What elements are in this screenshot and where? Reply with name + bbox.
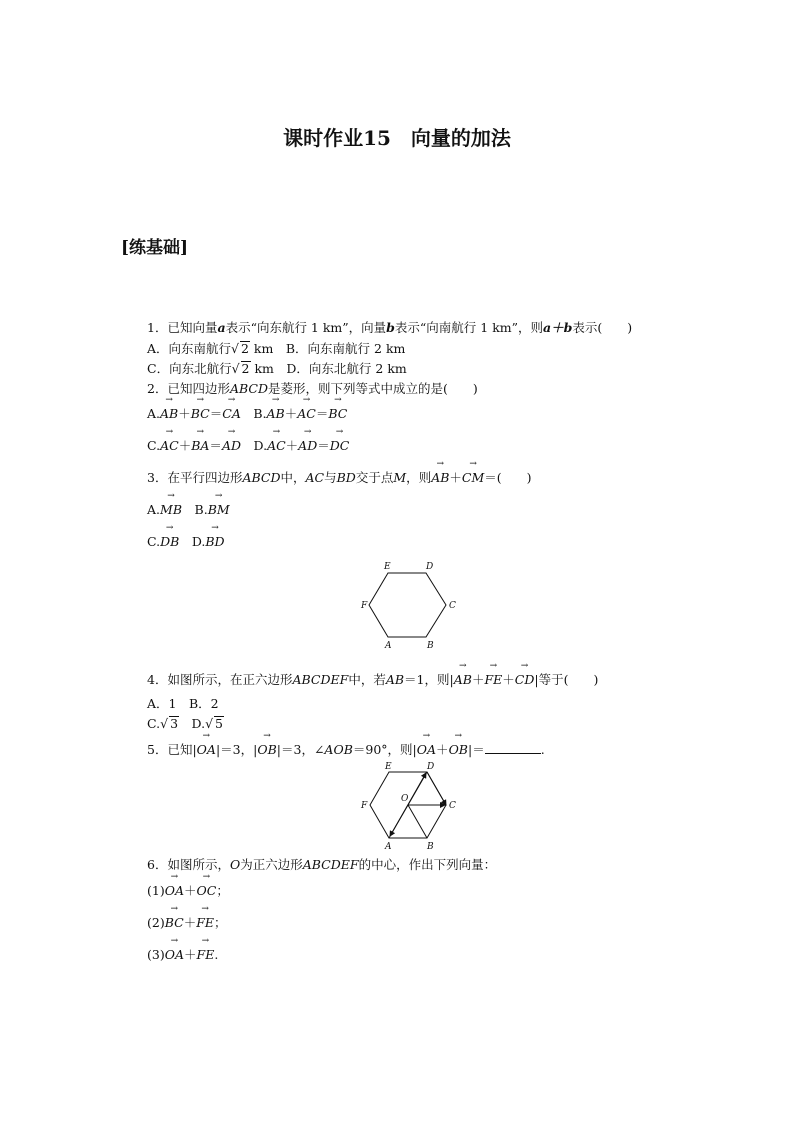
q1-text: 表示“向南航行 1 km”，则 bbox=[394, 320, 544, 335]
punctuation: . bbox=[214, 947, 219, 962]
q3-segment: AC bbox=[305, 470, 325, 485]
vector: → FE bbox=[197, 947, 215, 962]
q1-sum: a＋b bbox=[543, 320, 573, 335]
answer-blank bbox=[485, 753, 541, 754]
vector: → AD bbox=[298, 438, 317, 453]
vector: → AB bbox=[431, 470, 449, 485]
vertex-label-f: F bbox=[361, 601, 368, 611]
option-label: B. bbox=[240, 406, 267, 421]
hexagon-figure bbox=[360, 558, 460, 652]
vector: → FE bbox=[484, 672, 502, 687]
vertex-label-f: F bbox=[361, 801, 368, 811]
q2-text: 是菱形，则下列等式中成立的是( ) bbox=[268, 381, 478, 396]
operator: ＋ bbox=[449, 470, 462, 485]
q3-segment: BD bbox=[336, 470, 356, 485]
q5-text: |＝ bbox=[468, 742, 485, 757]
question-1-options-cd bbox=[147, 359, 407, 377]
q4-text: 4．如图所示，在正六边形 bbox=[147, 672, 293, 687]
vector: → AB bbox=[160, 406, 178, 421]
vector: → BC bbox=[165, 915, 184, 930]
operator: ＋ bbox=[502, 672, 515, 687]
vector: → AC bbox=[160, 438, 179, 453]
q1-option-c-radicand: 2 bbox=[241, 361, 250, 376]
q3-text: 交于点 bbox=[355, 470, 394, 485]
operator: ＋ bbox=[184, 947, 197, 962]
vector: → OB bbox=[257, 742, 276, 757]
q1-text: 表示( ) bbox=[572, 320, 633, 335]
q4-text: |等于( ) bbox=[534, 672, 599, 687]
item-number: (3) bbox=[147, 947, 165, 962]
vertex-label-c: C bbox=[449, 601, 456, 611]
question-5-stem bbox=[147, 740, 545, 758]
q3-shape: ABCD bbox=[242, 470, 281, 485]
question-4-options-cd bbox=[147, 714, 224, 732]
q5-text: |＝3，∠ bbox=[276, 742, 325, 757]
question-1-stem bbox=[147, 318, 632, 336]
vector: → OA bbox=[165, 883, 184, 898]
question-6-stem bbox=[147, 855, 496, 873]
vector: → AC bbox=[297, 406, 316, 421]
q1-var-b: b bbox=[386, 320, 395, 335]
q3-point: M bbox=[393, 470, 407, 485]
vertex-label-a: A bbox=[385, 842, 392, 852]
vector: → OA bbox=[165, 947, 184, 962]
q5-text: ＝90°，则| bbox=[352, 742, 417, 757]
q4-text: 中，若 bbox=[348, 672, 386, 687]
question-3-stem bbox=[147, 468, 532, 486]
vector: → OB bbox=[449, 742, 468, 757]
option-label: C. bbox=[147, 716, 161, 731]
operator: ＝ bbox=[209, 406, 223, 421]
vertex-label-b: B bbox=[427, 641, 434, 651]
option-label: D. bbox=[241, 438, 268, 453]
operator: ＝ bbox=[317, 438, 330, 453]
vertex-label-b: B bbox=[427, 842, 434, 852]
operator: ＋ bbox=[436, 742, 449, 757]
section-heading: [练基础] bbox=[121, 238, 189, 258]
q5-text: |＝3，| bbox=[215, 742, 258, 757]
hexagon-center-figure bbox=[360, 760, 460, 852]
vector: → CA bbox=[222, 406, 241, 421]
option-label: A. bbox=[147, 502, 161, 517]
operator: ＝ bbox=[209, 438, 222, 453]
option-label: D. bbox=[179, 534, 206, 549]
item-number: (1) bbox=[147, 883, 165, 898]
q3-text: 中， bbox=[280, 470, 306, 485]
center-label-o: O bbox=[401, 794, 409, 804]
operator: ＋ bbox=[285, 438, 299, 453]
vector: → MB bbox=[160, 502, 182, 517]
vector: → BD bbox=[205, 534, 224, 549]
hexagon-outline bbox=[369, 573, 446, 637]
segment-ob bbox=[408, 805, 427, 838]
sqrt-symbol: √ bbox=[205, 716, 214, 731]
vertex-label-c: C bbox=[449, 801, 456, 811]
q1-option-b: km B．向东南航行 2 km bbox=[249, 341, 406, 356]
punctuation: ； bbox=[214, 915, 227, 930]
q2-shape: ABCD bbox=[229, 381, 268, 396]
punctuation: ； bbox=[216, 883, 229, 898]
vector: → BM bbox=[208, 502, 230, 517]
vector: → BA bbox=[191, 438, 209, 453]
question-4-options-ab: A．1 B．2 bbox=[147, 696, 219, 711]
q1-var-a: a bbox=[217, 320, 226, 335]
vertex-label-d: D bbox=[426, 562, 434, 572]
q4-shape: ABCDEF bbox=[292, 672, 349, 687]
q1-text: 表示“向东航行 1 km”，向量 bbox=[225, 320, 387, 335]
vector: → CM bbox=[462, 470, 484, 485]
q3-text: 与 bbox=[324, 470, 337, 485]
q1-option-d: km D．向东北航行 2 km bbox=[250, 361, 407, 376]
q1-text: 1．已知向量 bbox=[147, 320, 218, 335]
q4-segment: AB bbox=[385, 672, 405, 687]
q2-text: 2．已知四边形 bbox=[147, 381, 230, 396]
question-4-stem bbox=[147, 670, 598, 688]
sqrt-symbol: √ bbox=[231, 341, 239, 356]
operator: ＋ bbox=[178, 406, 191, 421]
q1-option-a-radicand: 2 bbox=[241, 341, 249, 356]
question-2-options-cd bbox=[147, 436, 349, 454]
vector: → BC bbox=[191, 406, 210, 421]
vertex-label-e: E bbox=[385, 762, 392, 772]
question-6-item-2 bbox=[147, 913, 227, 931]
option-label: A. bbox=[147, 406, 161, 421]
option-label: C. bbox=[147, 438, 161, 453]
question-3-options-cd bbox=[147, 532, 225, 550]
vertex-label-d: D bbox=[427, 762, 435, 772]
vector: → OC bbox=[197, 883, 217, 898]
q4-option-d-radicand: 5 bbox=[215, 716, 223, 731]
option-label: B. bbox=[182, 502, 208, 517]
question-2-options-ab bbox=[147, 404, 347, 422]
q6-text: 6．如图所示， bbox=[147, 857, 230, 872]
q3-text: ＝( ) bbox=[484, 470, 532, 485]
item-number: (2) bbox=[147, 915, 165, 930]
vector: → OA bbox=[417, 742, 436, 757]
vector: → AB bbox=[267, 406, 285, 421]
operator: ＋ bbox=[284, 406, 298, 421]
q6-shape: ABCDEF bbox=[302, 857, 359, 872]
vector: → CD bbox=[515, 672, 535, 687]
q4-option-c-radicand: 3 bbox=[170, 716, 179, 731]
vector-dc-arrow bbox=[427, 772, 446, 805]
question-3-options-ab bbox=[147, 500, 230, 518]
option-label: C. bbox=[147, 534, 161, 549]
q6-text: 的中心，作出下列向量： bbox=[358, 857, 497, 872]
q5-angle: AOB bbox=[324, 742, 353, 757]
q6-text: 为正六边形 bbox=[240, 857, 303, 872]
vertex-label-e: E bbox=[384, 562, 391, 572]
q3-text: ，则 bbox=[406, 470, 432, 485]
q5-text: . bbox=[540, 742, 545, 757]
q5-text: 5．已知| bbox=[147, 742, 197, 757]
vector: → AD bbox=[222, 438, 241, 453]
q1-option-a: A．向东南航行 bbox=[147, 341, 232, 356]
q3-text: 3．在平行四边形 bbox=[147, 470, 243, 485]
question-1-options-ab bbox=[147, 339, 405, 357]
sqrt-symbol: √ bbox=[160, 716, 169, 731]
vector: → DB bbox=[160, 534, 179, 549]
operator: ＋ bbox=[183, 915, 197, 930]
vector: → AC bbox=[267, 438, 286, 453]
vector: → DC bbox=[330, 438, 350, 453]
option-label: D. bbox=[179, 716, 206, 731]
operator: ＋ bbox=[184, 883, 197, 898]
q6-center: O bbox=[229, 857, 241, 872]
page-title: 课时作业15 向量的加法 bbox=[283, 126, 511, 150]
vector: → OA bbox=[197, 742, 216, 757]
vector: → AB bbox=[454, 672, 472, 687]
vector: → FE bbox=[196, 915, 214, 930]
operator: ＋ bbox=[178, 438, 192, 453]
vertex-label-a: A bbox=[385, 641, 392, 651]
operator: ＝ bbox=[315, 406, 329, 421]
question-6-item-1 bbox=[147, 881, 229, 899]
question-6-item-3 bbox=[147, 945, 218, 963]
q4-text: ＝1，则| bbox=[404, 672, 454, 687]
operator: ＋ bbox=[471, 672, 485, 687]
vector: → BC bbox=[328, 406, 347, 421]
q1-option-c: C．向东北航行 bbox=[147, 361, 232, 376]
sqrt-symbol: √ bbox=[231, 361, 240, 376]
